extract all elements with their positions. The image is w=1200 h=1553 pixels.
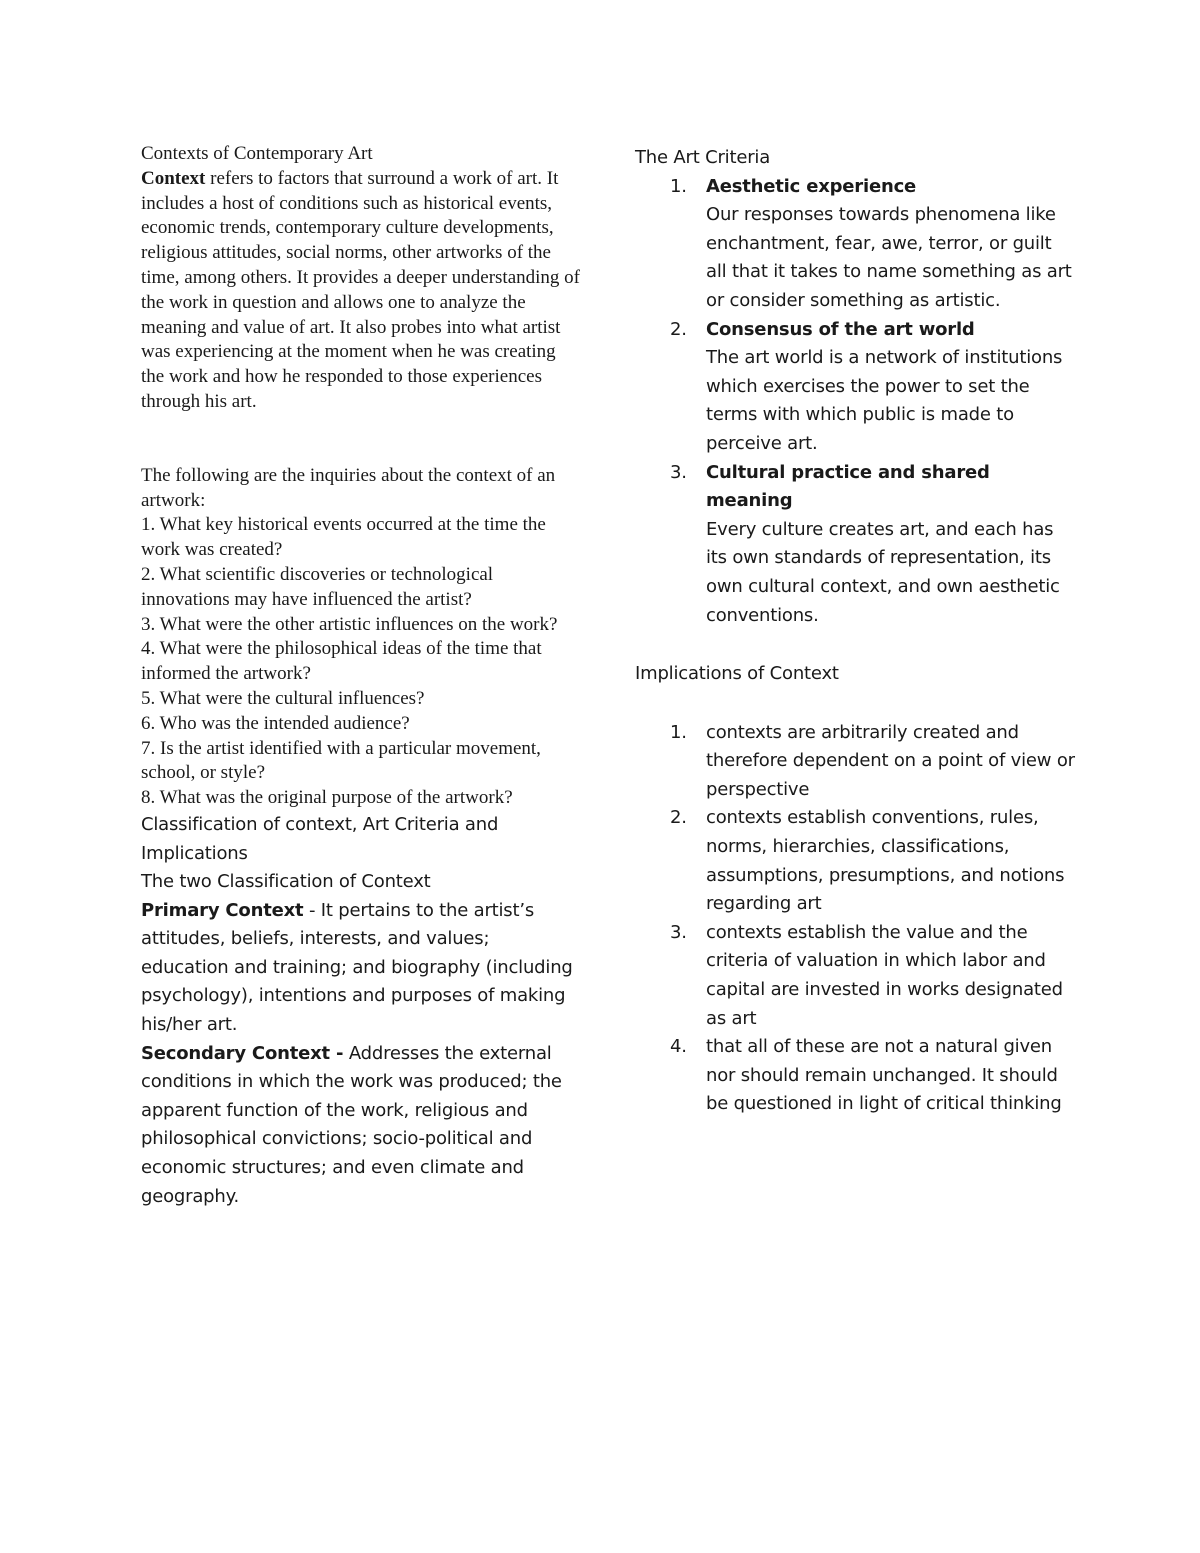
classification-heading: Classification of context, Art Criteria and Implications xyxy=(141,813,499,864)
inquiry-item: 4. What were the philosophical ideas of the time that informed the artwork? xyxy=(141,638,542,685)
inquiry-item: 7. Is the artist identified with a particular movement, school, or style? xyxy=(141,737,541,784)
right-column xyxy=(635,144,1075,1119)
implication-text: contexts are arbitrarily created and therefore dependent on a point of view or perspective xyxy=(706,721,1075,800)
criteria-item xyxy=(635,459,1075,631)
inquiries-intro: The following are the inquiries about the context of an artwork: xyxy=(141,464,556,511)
implications-list xyxy=(635,719,1075,1119)
implication-item xyxy=(635,719,1075,805)
context-term: Context xyxy=(141,167,206,189)
secondary-context-text: Addresses the external conditions in which the work was produced; the apparent function of the work, religious and philosophical convictions; socio-political and economic structures; and even climate and geography. xyxy=(141,1042,562,1207)
criteria-number: 3. xyxy=(670,461,687,483)
classification-section xyxy=(141,811,581,1211)
criteria-number: 1. xyxy=(670,175,687,197)
primary-context-paragraph xyxy=(141,897,581,1040)
inquiries-section xyxy=(141,464,581,811)
implication-item xyxy=(635,804,1075,918)
implication-text: contexts establish conventions, rules, norms, hierarchies, classifications, assumptions, presumptions, and notions regarding art xyxy=(706,807,1065,915)
inquiry-item: 5. What were the cultural influences? xyxy=(141,687,425,709)
art-criteria-heading: The Art Criteria xyxy=(635,147,771,168)
criteria-text: Every culture creates art, and each has its own standards of representation, its own cultural context, and own aesthetic conventions. xyxy=(706,518,1060,626)
criteria-title: Cultural practice and shared meaning xyxy=(706,461,990,512)
implications-heading: Implications of Context xyxy=(635,663,839,685)
criteria-title: Consensus of the art world xyxy=(706,318,975,340)
criteria-item xyxy=(635,173,1075,316)
criteria-text: The art world is a network of institutions which exercises the power to set the terms with which public is made to perceive art. xyxy=(706,347,1063,454)
criteria-text: Our responses towards phenomena like enchantment, fear, awe, terror, or guilt all that it takes to name something as art or consider something as artistic. xyxy=(706,204,1072,311)
intro-section xyxy=(141,142,581,415)
implication-text: contexts establish the value and the criteria of valuation in which labor and capital are invested in works designated as art xyxy=(706,921,1063,1029)
primary-context-text: - It pertains to the artist’s attitudes, beliefs, interests, and values; education and training; and biography (including psychology), intentions and purposes of making his/her art. xyxy=(141,899,573,1036)
secondary-context-term: Secondary Context - xyxy=(141,1042,344,1064)
secondary-context-paragraph xyxy=(141,1040,581,1212)
criteria-title: Aesthetic experience xyxy=(706,175,917,197)
implication-number: 2. xyxy=(670,807,687,829)
document-title: Contexts of Contemporary Art xyxy=(141,143,373,164)
criteria-item xyxy=(635,316,1075,459)
context-definition: refers to factors that surround a work of art. It includes a host of conditions such as historical events, economic trends, contemporary culture developments, religious attitudes, social norms, other artworks of the time, among others. It provides a deeper understanding of the work in question and allows one to analyze the meaning and value of art. It also probes into what artist was experiencing at the moment when he was creating the work and how he responded to those experiences through his art. xyxy=(141,167,580,412)
left-column xyxy=(141,142,581,1211)
two-classification-heading: The two Classification of Context xyxy=(141,871,431,893)
implication-item xyxy=(635,919,1075,1033)
inquiry-item: 3. What were the other artistic influences on the work? xyxy=(141,613,558,635)
implication-text: that all of these are not a natural given nor should remain unchanged. It should be questioned in light of critical thinking xyxy=(706,1036,1062,1115)
implication-item xyxy=(635,1033,1075,1119)
implication-number: 1. xyxy=(670,721,687,743)
inquiry-item: 8. What was the original purpose of the artwork? xyxy=(141,787,513,809)
art-criteria-list xyxy=(635,173,1075,631)
primary-context-term: Primary Context xyxy=(141,899,304,921)
inquiry-item: 2. What scientific discoveries or technological innovations may have influenced the artist? xyxy=(141,563,494,610)
spacer xyxy=(141,415,581,464)
inquiry-item: 1. What key historical events occurred at the time the work was created? xyxy=(141,514,546,561)
implication-number: 3. xyxy=(670,921,687,943)
inquiry-item: 6. Who was the intended audience? xyxy=(141,712,410,734)
implication-number: 4. xyxy=(670,1036,687,1058)
context-definition-paragraph xyxy=(141,167,581,415)
criteria-number: 2. xyxy=(670,318,687,340)
